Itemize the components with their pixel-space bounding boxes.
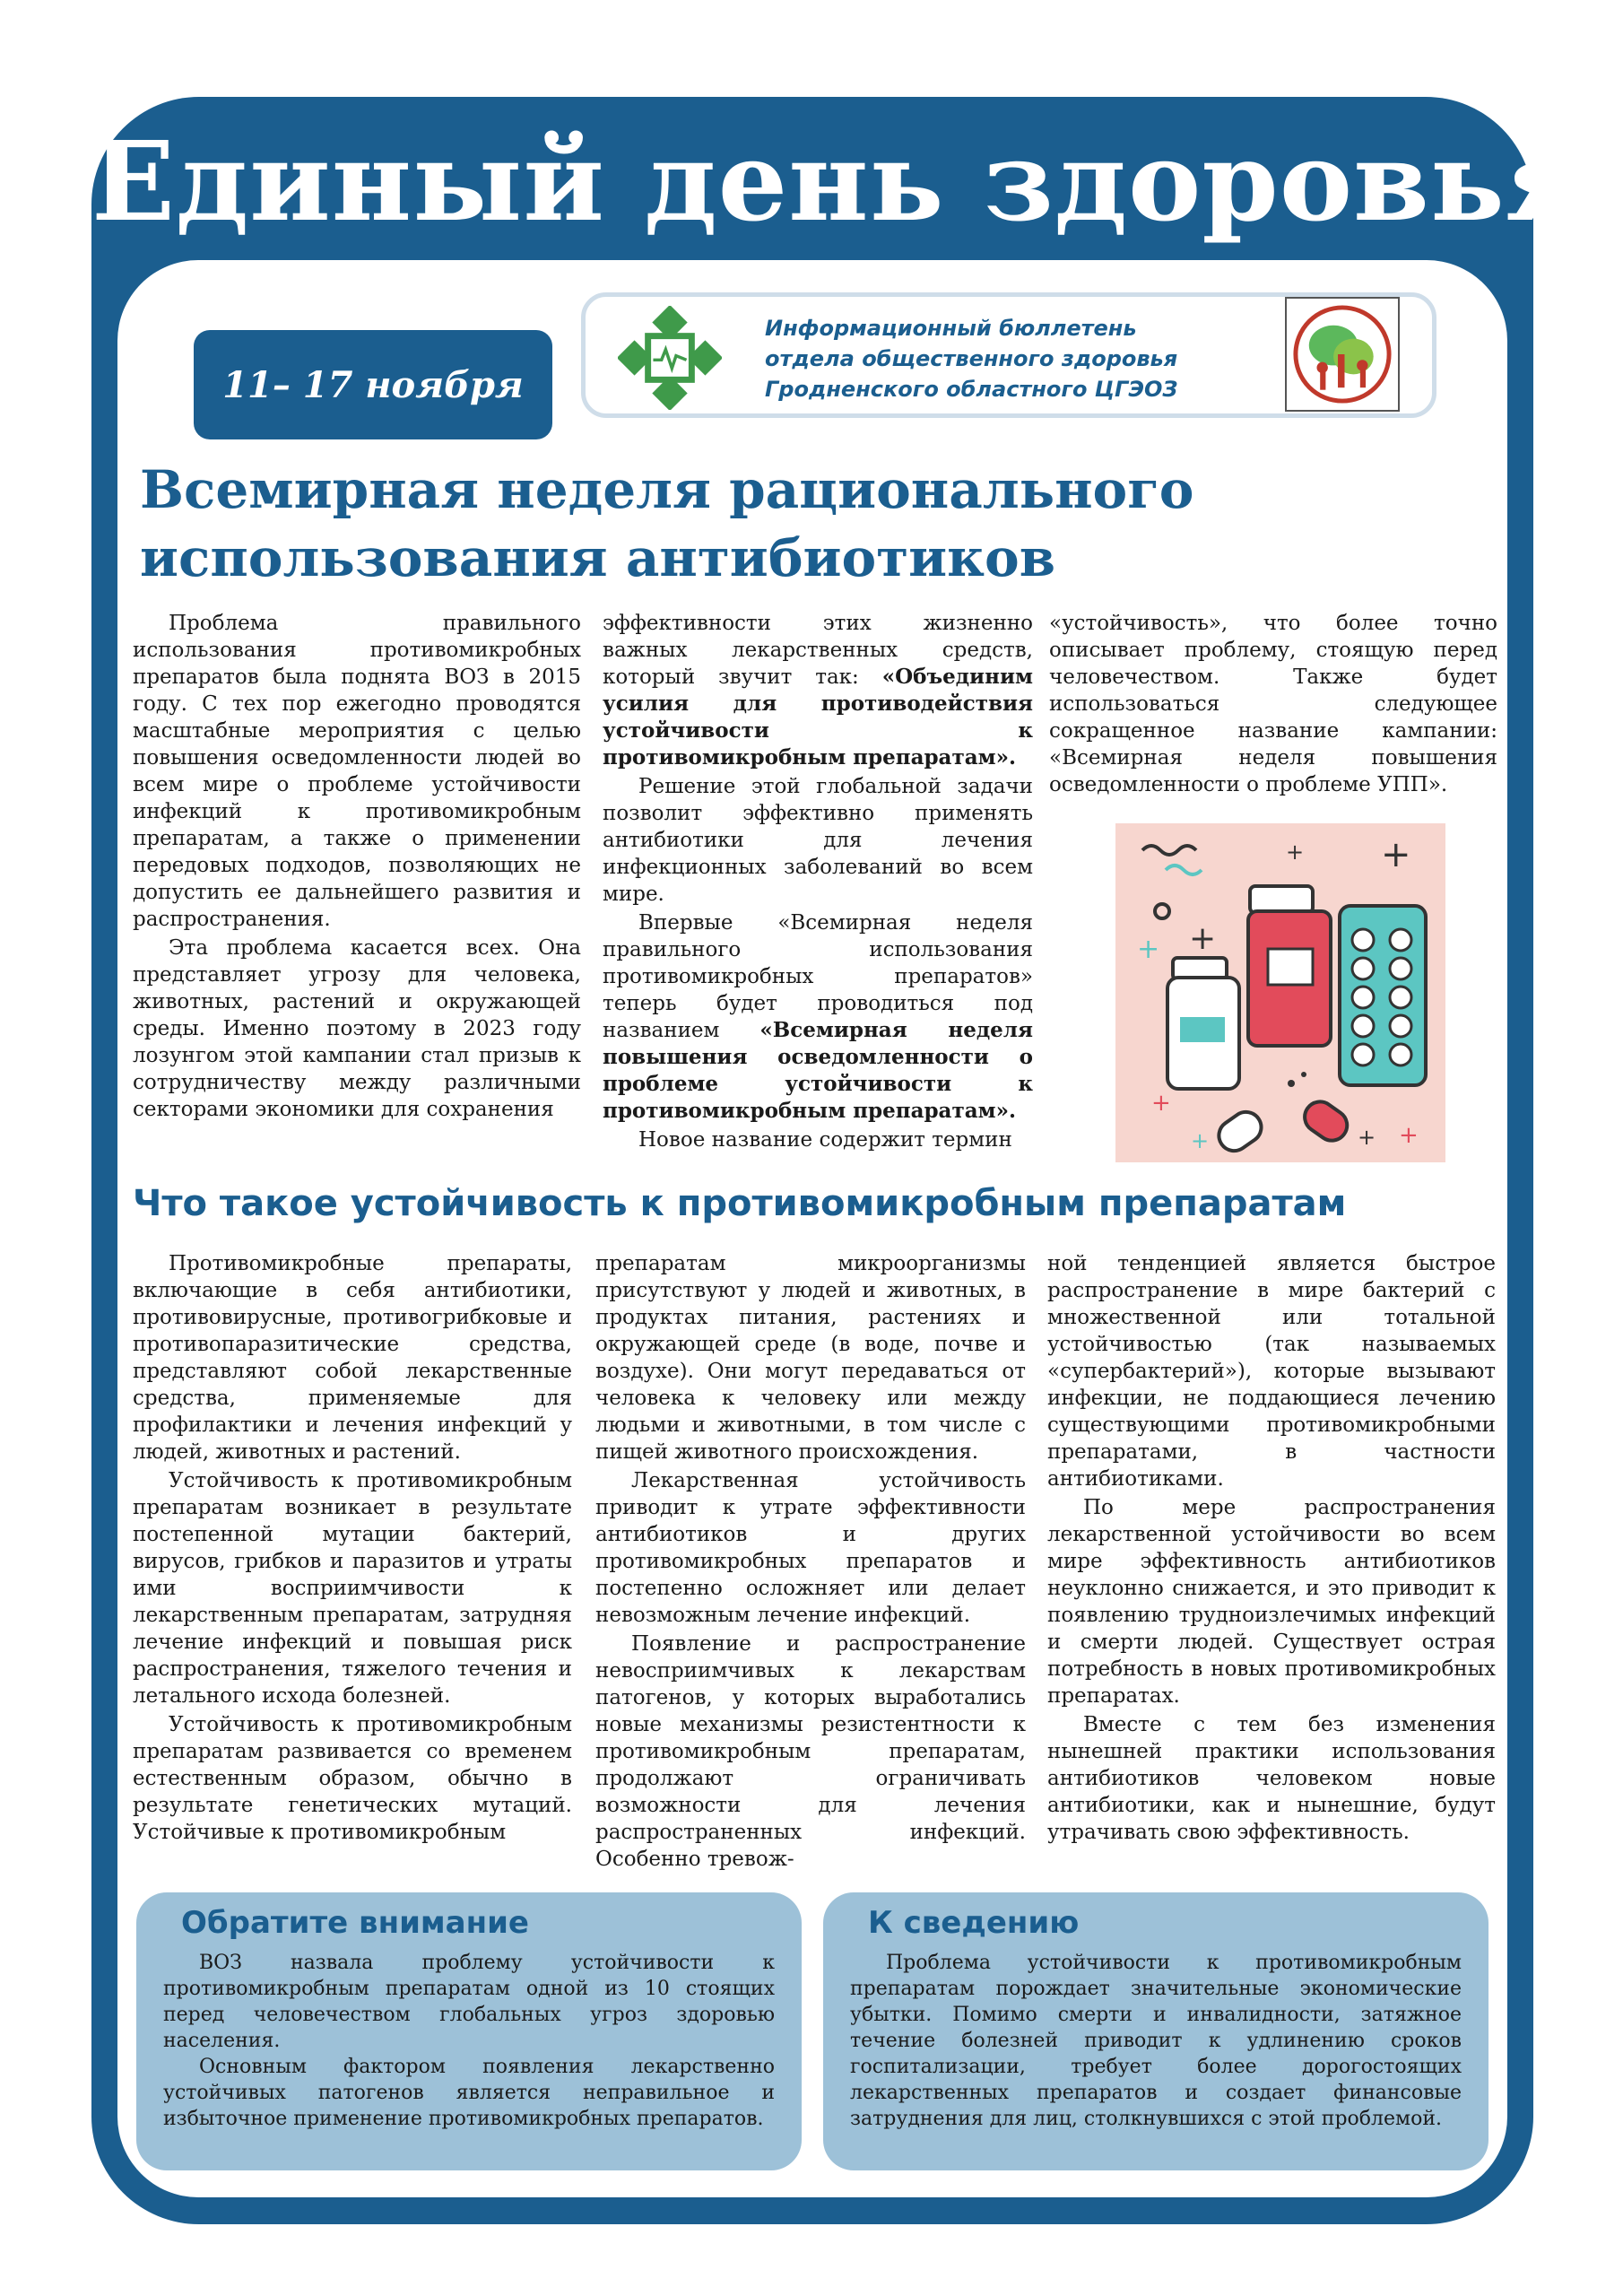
- paragraph: Лекарственная устойчивость приводит к утрате эффективности антибиотиков и других противомикробных препаратов и постепенно осложняет или делает невозможным лечение инфекций.: [595, 1469, 1026, 1627]
- paragraph: Противомикробные препараты, включающие в себя антибиотики, противовирусные, противогрибковые и противопаразитические средства, представляют собой лекарственные средства, применяемые для профилактики и лечения инфекций у людей, животных и растений.: [133, 1252, 572, 1464]
- health-emblem-icon: [618, 306, 722, 410]
- paragraph: «устойчивость», что более точно описывает проблему, стоящую перед человечеством. Также будет использоваться следующее сокращенное название кампании: «Всемирная неделя повышения осведомленности о проблеме УПП».: [1049, 612, 1497, 796]
- section1-title-line: использования антибиотиков: [140, 527, 1056, 588]
- center-logo-icon: [1285, 297, 1400, 412]
- paragraph: Устойчивость к противомикробным препаратам развивается со временем естественным образом, обычно в результате генетических мутаций. Устойчивые к противомикробным: [133, 1713, 572, 1844]
- section1-title: [140, 456, 1449, 592]
- attention-body: [163, 1950, 775, 2132]
- plus-icon: +: [1358, 1125, 1376, 1150]
- bulletin-text: [765, 313, 1177, 404]
- date-text: 11– 17 ноября: [222, 363, 524, 406]
- paragraph: Устойчивость к противомикробным препаратам возникает в результате постепенной мутации бактерий, вирусов, грибков и паразитов и утраты ими восприимчивости к лекарственным препаратам, затрудняя лечение инфекций и повышая риск распространения, тяжелого течения и летального исхода болезней.: [133, 1469, 572, 1708]
- plus-icon: +: [1137, 934, 1160, 965]
- info-body: [850, 1950, 1462, 2132]
- paragraph: По мере распространения лекарственной устойчивости во всем мире эффективность антибиотиков неуклонно снижается, и это приводит к появлению трудноизлечимых инфекций и смерти людей. Существует острая потребность в новых противомикробных препаратах.: [1047, 1496, 1496, 1708]
- paragraph: Решение этой глобальной задачи позволит эффективно применять антибиотики для лечения инфекционных заболеваний во всем мире.: [603, 775, 1033, 906]
- section1-title-line: Всемирная неделя рационального: [140, 459, 1194, 520]
- paragraph: Вместе с тем без изменения нынешней практики использования антибиотиков человеком новые антибиотики, как и нынешние, будут утрачивать свою эффективность.: [1047, 1713, 1496, 1844]
- plus-icon: +: [1381, 834, 1411, 875]
- bulletin-line: отдела общественного здоровья: [765, 346, 1178, 371]
- paragraph: Проблема устойчивости к противомикробным препаратам порождает значительные экономические убытки. Помимо смерти и инвалидности, затяжное течение болезней приводит к удлинению сроков госпитализации, требует более дорогостоящих лекарственных препаратов и создает финансовые затруднения для лиц, столкнувшихся с этой проблемой.: [850, 1952, 1462, 2130]
- info-title: К сведению: [868, 1905, 1080, 1941]
- paragraph: Основным фактором появления лекарственно устойчивых патогенов является неправильное и избыточное применение противомикробных препаратов.: [163, 2056, 775, 2130]
- date-badge: [194, 330, 552, 439]
- paragraph: препаратам микроорганизмы присутствуют у людей и животных, в продуктах питания, растениях и окружающей среде (в воде, почве и воздухе). Они могут передаваться от человека к человеку или между людьми и животными, в том числе с пищей животного происхождения.: [595, 1252, 1026, 1464]
- plus-icon: +: [1191, 1128, 1210, 1153]
- campaign-name: «Всемирная неделя повышения осведомленности о проблеме устойчивости к противомикробным препаратам».: [603, 1018, 1033, 1123]
- campaign-slogan: «Объединим усилия для противодействия устойчивости к противомикробным препаратам».: [603, 665, 1033, 770]
- plus-icon: +: [1189, 920, 1217, 957]
- paragraph-text: Впервые «Всемирная неделя правильного использования противомикробных препаратов» теперь будет проводиться под названием: [603, 911, 1033, 1042]
- attention-title: Обратите внимание: [181, 1905, 529, 1941]
- section1-column-2: [603, 610, 1033, 1155]
- plus-icon: +: [1399, 1122, 1419, 1149]
- paragraph: [603, 610, 1033, 771]
- section1-column-3: [1049, 610, 1497, 800]
- paragraph: ВОЗ назвала проблему устойчивости к противомикробным препаратам одной из 10 стоящих перед человечеством глобальных угроз здоровью населения.: [163, 1952, 775, 2052]
- paragraph-text: эффективности этих жизненно важных лекарственных средств, который звучит так:: [603, 612, 1033, 689]
- plus-icon: +: [1286, 839, 1305, 865]
- paragraph: Появление и распространение невосприимчивых к лекарствам патогенов, у которых выработались новые механизмы резистентности к противомикробным препаратам, продолжают ограничивать возможности для лечения распространенных инфекций. Особенно тревож-: [595, 1632, 1026, 1871]
- section2-column-3: [1047, 1250, 1496, 1848]
- paragraph: Новое название содержит термин: [638, 1128, 1012, 1152]
- bulletin-line: Гродненского областного ЦГЭОЗ: [765, 377, 1178, 402]
- medicine-illustration: [1115, 823, 1445, 1162]
- page-title: Единый день здоровья: [91, 117, 1587, 246]
- paragraph: ной тенденцией является быстрое распространение в мире бактерий с множественной или тотальной устойчивостью (так называемых «супербактерий»), которые вызывают инфекции, не поддающиеся лечению существующими противомикробными препаратами, в частности антибиотиками.: [1047, 1252, 1496, 1491]
- section2-column-2: [595, 1250, 1026, 1874]
- section2-title: Что такое устойчивость к противомикробным препаратам: [133, 1183, 1347, 1224]
- paragraph: Проблема правильного использования противомикробных препаратов была поднята ВОЗ в 2015 году. С тех пор ежегодно проводятся масштабные мероприятия с целью повышения осведомленности людей во всем мире о проблеме устойчивости инфекций к противомикробным препаратам, а также о применении передовых подходов, позволяющих не допустить ее дальнейшего развития и распространения.: [133, 612, 581, 931]
- plus-icon: +: [1151, 1090, 1171, 1117]
- paragraph: Эта проблема касается всех. Она представляет угрозу для человека, животных, растений и окружающей среды. Именно поэтому в 2023 году лозунгом этой кампании стал призыв к сотрудничеству между различными секторами экономики для сохранения: [133, 936, 581, 1121]
- attention-panel: [136, 1892, 802, 2170]
- bulletin-info-box: [581, 292, 1436, 418]
- section2-column-1: [133, 1250, 572, 1848]
- bulletin-line: Информационный бюллетень: [765, 316, 1137, 341]
- section1-column-1: [133, 610, 581, 1125]
- paragraph: [603, 909, 1033, 1125]
- info-panel: [823, 1892, 1488, 2170]
